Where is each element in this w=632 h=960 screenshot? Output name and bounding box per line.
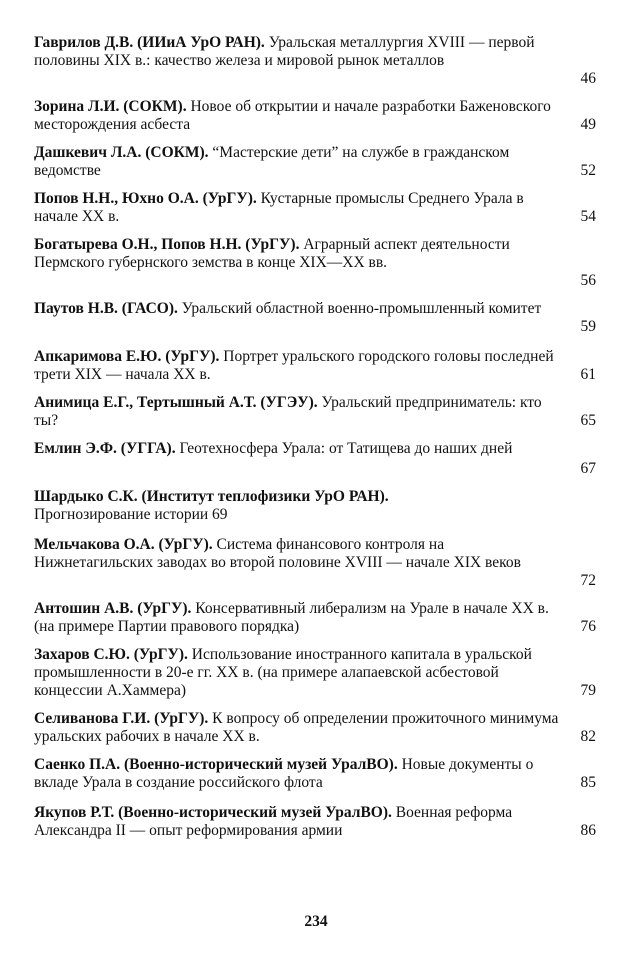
entry-page-number: 82 [580, 728, 596, 745]
entry-page-number: 46 [580, 70, 596, 87]
entry-author: Паутов Н.В. (ГАСО). [34, 300, 178, 317]
entry-author: Дашкевич Л.А. (СОКМ). [34, 144, 209, 161]
entry-title: Геотехносфера Урала: от Татищева до наших дней [179, 440, 513, 457]
toc-entry [34, 348, 560, 384]
toc-entry [34, 144, 560, 180]
entry-page-number: 86 [580, 822, 596, 839]
entry-author: Шардыко С.К. (Институт теплофизики УрО РАН). [34, 488, 389, 505]
toc-entry [34, 536, 560, 572]
entry-title: Уральская металлургия XVIII — первой половины XIX в.: качество железа и мировой рынок металлов [34, 34, 535, 69]
entry-title: Военная реформа Александра II — опыт реформирования армии [34, 804, 513, 839]
entry-title: Портрет уральского городского головы последней трети XIX — начала XX в. [34, 348, 554, 383]
entry-page-number: 61 [580, 366, 596, 383]
toc-entry [34, 440, 560, 458]
page-number-footer: 234 [304, 913, 328, 930]
entry-author: Захаров С.Ю. (УрГУ). [34, 646, 188, 663]
entry-author: Саенко П.А. (Военно-исторический музей УралВО). [34, 756, 398, 773]
entry-author: Богатырева О.Н., Попов Н.Н. (УрГУ). [34, 236, 300, 253]
entry-title: Аграрный аспект деятельности Пермского губернского земства в конце XIX—XX вв. [34, 236, 510, 271]
entry-author: Якупов Р.Т. (Военно-исторический музей УралВО). [34, 804, 392, 821]
entry-page-number: 85 [580, 774, 596, 791]
entry-page-number: 76 [580, 618, 596, 635]
toc-entry [34, 236, 560, 272]
entry-author: Гаврилов Д.В. (ИИиА УрО РАН). [34, 34, 265, 51]
toc-entry [34, 98, 560, 134]
toc-entry [34, 710, 560, 746]
entry-page-number: 65 [580, 412, 596, 429]
entry-title: Использование иностранного капитала в уральской промышленности в 20-е гг. XX в. (на примере алапаевской асбестовой концессии А.Хаммера) [34, 646, 532, 699]
toc-entry [34, 190, 560, 226]
entry-title: Уральский областной военно-промышленный комитет [181, 300, 542, 317]
entry-title: К вопросу об определении прожиточного минимума уральских рабочих в начале XX в. [34, 710, 559, 745]
entry-author: Попов Н.Н., Юхно О.А. (УрГУ). [34, 190, 257, 207]
entry-title: Уральский предприниматель: кто ты? [34, 394, 542, 429]
entry-author: Мельчакова О.А. (УрГУ). [34, 536, 213, 553]
entry-title: Консервативный либерализм на Урале в начале XX в. (на примере Партии правового порядка) [34, 600, 549, 635]
entry-title: Новые документы о вкладе Урала в создание российского флота [34, 756, 534, 791]
toc-entry [34, 600, 560, 636]
entry-title: Кустарные промыслы Среднего Урала в начале XX в. [34, 190, 524, 225]
entry-author: Емлин Э.Ф. (УГГА). [34, 440, 176, 457]
toc-entry [34, 646, 560, 700]
entry-author: Антошин А.В. (УрГУ). [34, 600, 192, 617]
toc-entry [34, 34, 560, 70]
entry-page-number: 54 [580, 208, 596, 225]
toc-entry [34, 488, 560, 524]
entry-page-number: 52 [580, 162, 596, 179]
toc-entry [34, 300, 560, 318]
entry-author: Селиванова Г.И. (УрГУ). [34, 710, 209, 727]
entry-author: Анимица Е.Г., Тертышный А.Т. (УГЭУ). [34, 394, 318, 411]
toc-entry [34, 394, 560, 430]
toc-entry [34, 804, 560, 840]
entry-title: Прогнозирование истории 69 [34, 506, 228, 523]
entry-page-number: 79 [580, 682, 596, 699]
entry-title: Новое об открытии и начале разработки Баженовского месторождения асбеста [34, 98, 551, 133]
entry-author: Апкаримова Е.Ю. (УрГУ). [34, 348, 220, 365]
entry-title: “Мастерские дети” на службе в гражданском ведомстве [34, 144, 510, 179]
entry-page-number: 49 [580, 116, 596, 133]
toc-entry [34, 756, 560, 792]
entry-title: Система финансового контроля на Нижнетагильских заводах во второй половине XVIII — начале XIX веков [34, 536, 521, 571]
entry-page-number: 67 [580, 460, 596, 477]
entry-page-number: 56 [580, 272, 596, 289]
entry-page-number: 72 [580, 572, 596, 589]
entry-page-number: 59 [580, 318, 596, 335]
entry-author: Зорина Л.И. (СОКМ). [34, 98, 187, 115]
